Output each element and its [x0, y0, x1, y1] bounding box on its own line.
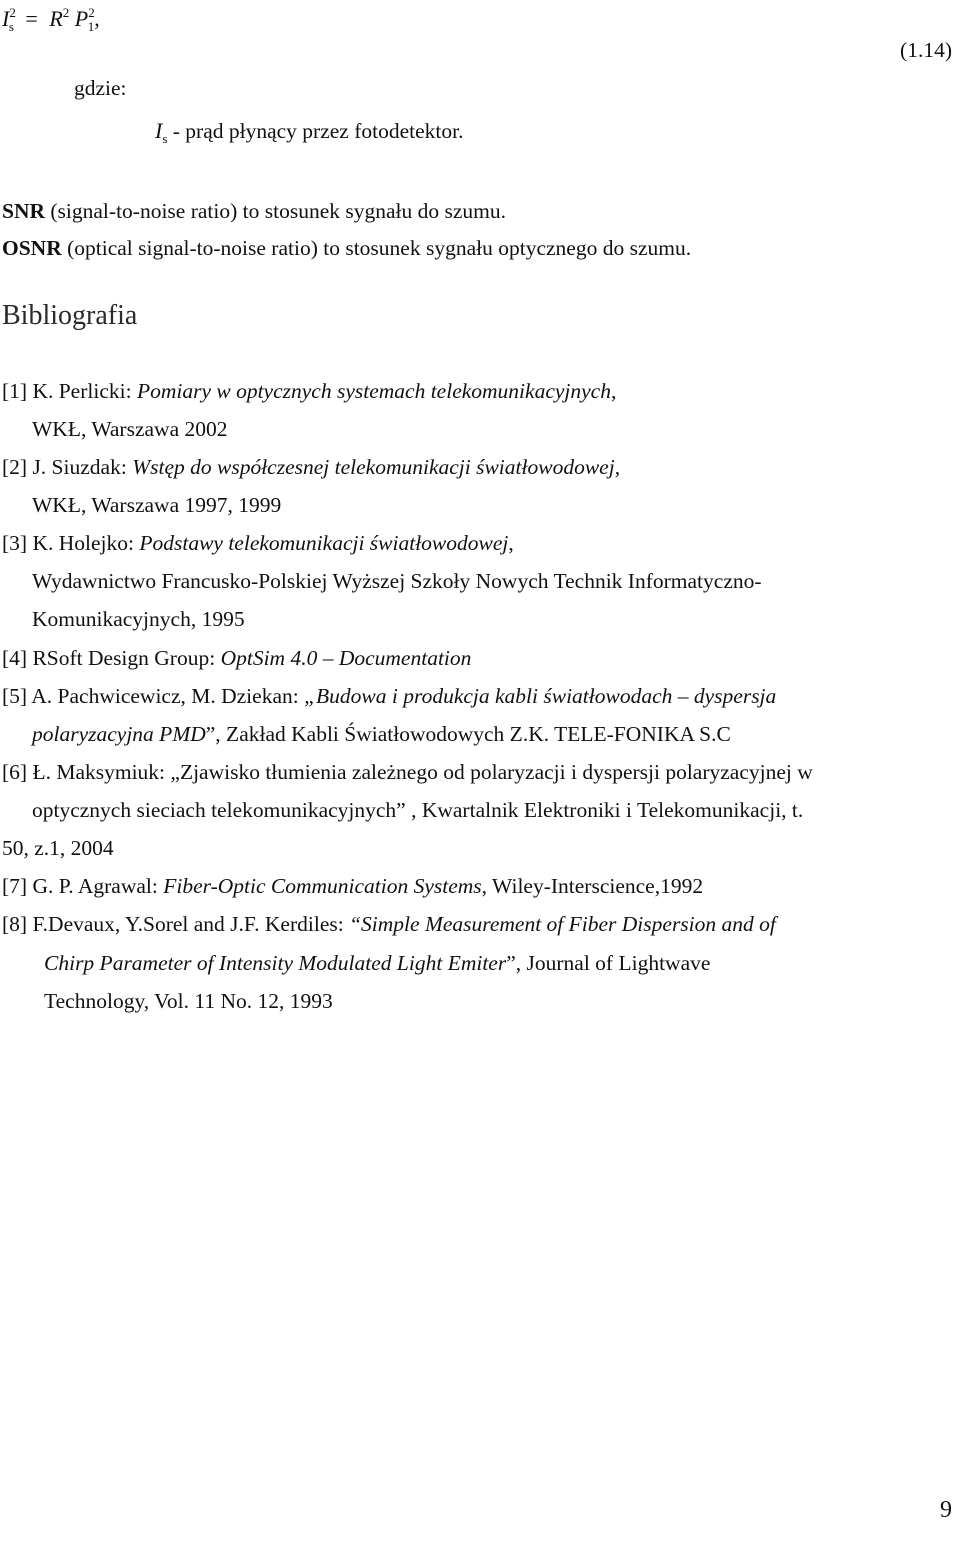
reference-6: [6] Ł. Maksymiuk: „Zjawisko tłumienia zależnego od polaryzacji i dyspersji polaryzacyjnej w [2, 760, 813, 784]
reference-3-author: [3] K. Holejko: [2, 531, 140, 555]
reference-2-title: Wstęp do współczesnej telekomunikacji światłowodowej [132, 455, 615, 479]
reference-8 [2, 914, 776, 936]
reference-1-title: Pomiary w optycznych systemach telekomunikacyjnych [136, 379, 611, 403]
reference-5 [2, 686, 776, 708]
reference-2 [2, 457, 620, 479]
reference-2-author: [2] J. Siuzdak: [2, 455, 133, 479]
reference-3 [2, 533, 514, 555]
reference-6-cont-2: 50, z.1, 2004 [2, 836, 114, 860]
reference-7 [2, 876, 703, 898]
reference-5-cont [32, 724, 731, 746]
where-label: gdzie: [74, 76, 127, 100]
equation-p: P [74, 6, 89, 31]
abbreviation-snr-term: SNR [2, 199, 46, 223]
equation-r: R [49, 6, 63, 31]
abbreviation-osnr-term: OSNR [2, 236, 62, 260]
reference-7-author: [7] G. P. Agrawal: [2, 874, 164, 898]
equation-number: (1.14) [900, 38, 952, 62]
reference-7-publisher: , Wiley-Interscience,1992 [481, 874, 704, 898]
abbreviation-osnr-text: (optical signal-to-noise ratio) to stosunek sygnału optycznego do szumu. [61, 236, 692, 260]
reference-1-author: [1] K. Perlicki: [2, 379, 137, 403]
abbreviation-snr [2, 201, 506, 223]
definition [155, 120, 464, 145]
abbreviation-osnr [2, 238, 691, 260]
reference-2-punct: , [614, 455, 621, 479]
reference-4 [2, 648, 471, 670]
reference-4-title: OptSim 4.0 – Documentation [220, 646, 472, 670]
reference-3-publisher-cont: Komunikacyjnych, 1995 [32, 607, 245, 631]
equation-tail: , [94, 6, 100, 31]
equation [2, 6, 100, 33]
reference-8-title: “Simple Measurement of Fiber Dispersion and of [349, 912, 776, 936]
equation-lhs-sup: 2 [9, 5, 16, 20]
equation-r-sup: 2 [62, 5, 70, 20]
reference-5-publisher: ”, Zakład Kabli Światłowodowych Z.K. TELE-FONIKA S.C [205, 722, 731, 746]
equation-p-sup: 2 [88, 5, 95, 20]
reference-4-author: [4] RSoft Design Group: [2, 646, 221, 670]
abbreviation-snr-text: (signal-to-noise ratio) to stosunek sygnału do szumu. [45, 199, 507, 223]
reference-1-publisher: WKŁ, Warszawa 2002 [32, 417, 228, 441]
reference-8-cont [44, 953, 710, 975]
bibliography-heading: Bibliografia [2, 300, 138, 331]
reference-5-title: „Budowa i produkcja kabli światłowodach – dyspersja [304, 684, 777, 708]
definition-text: - prąd płynący przez fotodetektor. [167, 119, 464, 143]
definition-symbol-sub: s [162, 131, 168, 146]
definition-symbol: I [155, 118, 163, 143]
reference-5-title-cont: polaryzacyjna PMD [32, 722, 206, 746]
reference-8-author: [8] F.Devaux, Y.Sorel and J.F. Kerdiles: [2, 912, 350, 936]
equation-p-sub: 1 [87, 19, 95, 34]
reference-8-cont-2: Technology, Vol. 11 No. 12, 1993 [44, 989, 333, 1013]
equation-equals: = [25, 6, 38, 31]
reference-8-title-cont: Chirp Parameter of Intensity Modulated Light Emiter [44, 951, 507, 975]
reference-7-title: Fiber-Optic Communication Systems [163, 874, 482, 898]
equation-lhs: I [2, 6, 10, 31]
reference-3-publisher: Wydawnictwo Francusko-Polskiej Wyższej Szkoły Nowych Technik Informatyczno- [32, 569, 762, 593]
reference-8-publisher: ”, Journal of Lightwave [506, 951, 711, 975]
reference-1-punct: , [610, 379, 617, 403]
reference-6-cont: optycznych sieciach telekomunikacyjnych” , Kwartalnik Elektroniki i Telekomunikacji, t. [32, 798, 804, 822]
equation-lhs-sub: s [8, 19, 14, 34]
page-number: 9 [940, 1497, 952, 1523]
reference-5-author: [5] A. Pachwicewicz, M. Dziekan: [2, 684, 305, 708]
reference-1 [2, 381, 616, 403]
reference-3-title: Podstawy telekomunikacji światłowodowej [139, 531, 509, 555]
reference-2-publisher: WKŁ, Warszawa 1997, 1999 [32, 493, 282, 517]
reference-3-punct: , [508, 531, 514, 555]
